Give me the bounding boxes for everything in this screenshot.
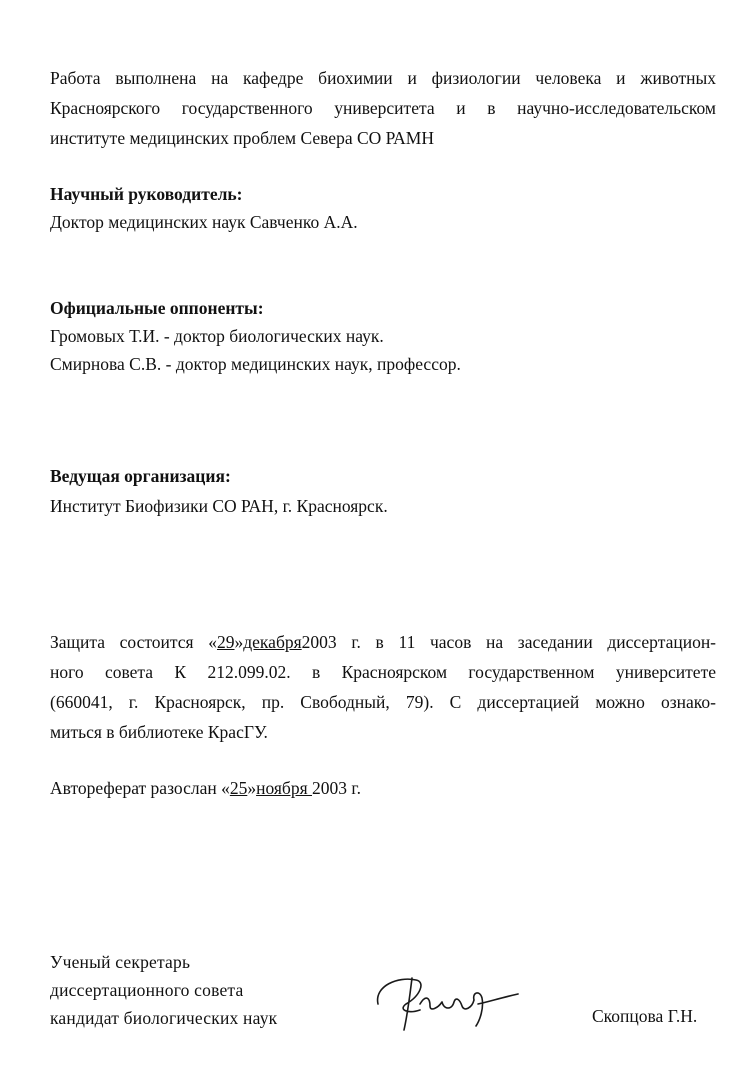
opponent-item: Смирнова С.В. - доктор медицинских наук, профессор. bbox=[50, 354, 461, 374]
defense-line-3: (660041, г. Красноярск, пр. Свободный, 79). С диссертацией можно ознако- bbox=[50, 692, 716, 712]
mailing-day: 25 bbox=[229, 778, 248, 798]
handwritten-signature bbox=[368, 964, 538, 1034]
defense-text-post: 2003 г. в 11 часов на заседании диссертацион- bbox=[301, 632, 717, 652]
intro-line-2: Красноярского государственного университета и в научно-исследовательском bbox=[50, 98, 716, 118]
defense-text-mid: » bbox=[234, 632, 244, 652]
leading-org-name: Институт Биофизики СО РАН, г. Красноярск. bbox=[50, 496, 388, 516]
defense-day: 29 bbox=[217, 632, 235, 652]
leading-org-heading: Ведущая организация: bbox=[50, 466, 231, 486]
defense-line-4: миться в библиотеке КрасГУ. bbox=[50, 722, 268, 742]
defense-text-pre: Защита состоится « bbox=[50, 632, 218, 652]
mailing-text-post: 2003 г. bbox=[312, 778, 361, 798]
secretary-name: Скопцова Г.Н. bbox=[592, 1006, 698, 1026]
supervisor-name: Доктор медицинских наук Савченко А.А. bbox=[50, 212, 358, 232]
defense-line-1 bbox=[50, 630, 716, 654]
intro-line-1: Работа выполнена на кафедре биохимии и физиологии человека и животных bbox=[50, 68, 716, 88]
supervisor-heading: Научный руководитель: bbox=[50, 184, 243, 204]
mailing-month: ноября bbox=[256, 778, 312, 798]
mailing-text-mid: » bbox=[247, 778, 257, 798]
secretary-title-line-3: кандидат биологических наук bbox=[50, 1008, 278, 1028]
secretary-title-line-2: диссертационного совета bbox=[50, 980, 244, 1000]
secretary-title-line-1: Ученый секретарь bbox=[50, 952, 191, 972]
defense-month: декабря bbox=[243, 632, 302, 652]
intro-line-3: институте медицинских проблем Севера СО РАМН bbox=[50, 128, 434, 148]
mailing-text-pre: Автореферат разослан « bbox=[50, 778, 230, 798]
opponents-heading: Официальные оппоненты: bbox=[50, 298, 264, 318]
opponent-item: Громовых Т.И. - доктор биологических наук. bbox=[50, 326, 384, 346]
mailing-line bbox=[50, 776, 361, 800]
defense-line-2: ного совета К 212.099.02. в Красноярском государственном университете bbox=[50, 662, 716, 682]
